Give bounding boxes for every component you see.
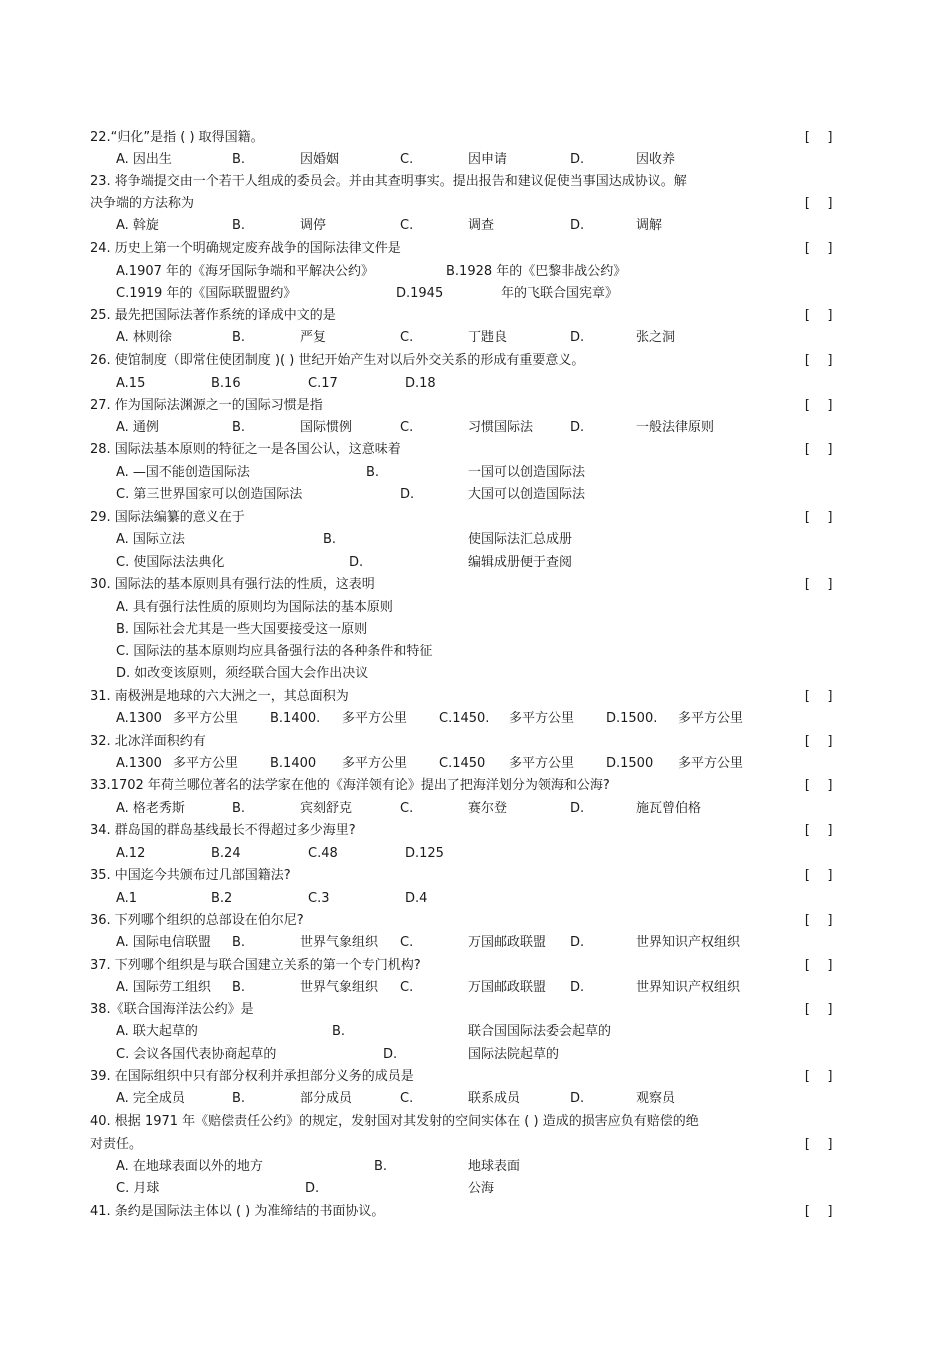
answer-option: 万国邮政联盟 <box>468 980 547 995</box>
answer-option: A.12 <box>116 846 146 861</box>
answer-option: 万国邮政联盟 <box>468 935 547 950</box>
answer-bracket[interactable]: [ ] <box>803 958 835 973</box>
answer-option: A.15 <box>116 376 146 391</box>
answer-bracket[interactable]: [ ] <box>803 241 835 256</box>
answer-option: 多平方公里 <box>342 711 408 726</box>
answer-option: C. <box>400 330 414 345</box>
answer-bracket[interactable]: [ ] <box>803 734 835 749</box>
answer-option: C. 第三世界国家可以创造国际法 <box>116 487 303 502</box>
answer-option: A. 国际劳工组织 <box>116 980 211 995</box>
answer-option: 世界气象组织 <box>300 980 379 995</box>
answer-option: B. <box>232 980 246 995</box>
answer-option: 公海 <box>468 1181 495 1196</box>
question-stem: 41. 条约是国际法主体以 ( ) 为准缔结的书面协议。 <box>90 1204 385 1219</box>
question-stem: 33.1702 年荷兰哪位著名的法学家在他的《海洋领有论》提出了把海洋划分为领海和公海? <box>90 778 610 793</box>
answer-option: 多平方公里 <box>173 711 239 726</box>
question-stem-continued: 对责任。 <box>90 1137 143 1152</box>
question-stem: 38.《联合国海洋法公约》是 <box>90 1002 254 1017</box>
answer-option: A.1300 <box>116 711 162 726</box>
answer-option: A. —国不能创造国际法 <box>116 465 250 480</box>
answer-option: C.48 <box>308 846 338 861</box>
answer-option: 观察员 <box>636 1091 676 1106</box>
question-stem: 26. 使馆制度（即常住使团制度 )( ) 世纪开始产生对以后外交关系的形成有重要意义。 <box>90 353 585 368</box>
answer-option: 因收养 <box>636 152 676 167</box>
answer-option: D.4 <box>405 891 428 906</box>
answer-option: D. <box>349 555 364 570</box>
answer-option: C.3 <box>308 891 330 906</box>
answer-option: A. 国际立法 <box>116 532 185 547</box>
answer-option: C.1450. <box>439 711 490 726</box>
question-stem: 22.“归化”是指 ( ) 取得国籍。 <box>90 130 264 145</box>
answer-option: C. <box>400 1091 414 1106</box>
answer-option: B. <box>232 330 246 345</box>
answer-option: A. 国际电信联盟 <box>116 935 211 950</box>
answer-option: B. <box>232 218 246 233</box>
question-stem: 27. 作为国际法渊源之一的国际习惯是指 <box>90 398 323 413</box>
answer-bracket[interactable]: [ ] <box>803 868 835 883</box>
answer-option: D. <box>570 330 585 345</box>
answer-option: 多平方公里 <box>509 756 575 771</box>
answer-option: 联合国国际法委会起草的 <box>468 1024 612 1039</box>
answer-option: 多平方公里 <box>509 711 575 726</box>
answer-option: A. 斡旋 <box>116 218 159 233</box>
answer-option: C. <box>400 935 414 950</box>
question-stem: 30. 国际法的基本原则具有强行法的性质，这表明 <box>90 577 375 592</box>
answer-bracket[interactable]: [ ] <box>803 1137 835 1152</box>
answer-option: D. <box>570 1091 585 1106</box>
answer-bracket[interactable]: [ ] <box>803 308 835 323</box>
answer-option: B. <box>232 1091 246 1106</box>
answer-option: C.17 <box>308 376 338 391</box>
question-stem: 36. 下列哪个组织的总部设在伯尔尼? <box>90 913 304 928</box>
answer-bracket[interactable]: [ ] <box>803 353 835 368</box>
answer-option: 赛尔登 <box>468 801 508 816</box>
answer-option: B. <box>332 1024 346 1039</box>
answer-option: D.125 <box>405 846 444 861</box>
answer-bracket[interactable]: [ ] <box>803 442 835 457</box>
answer-option: 世界知识产权组织 <box>636 980 741 995</box>
answer-option: 国际惯例 <box>300 420 353 435</box>
answer-option: 宾刻舒克 <box>300 801 353 816</box>
answer-option: D. <box>570 980 585 995</box>
answer-option: 世界气象组织 <box>300 935 379 950</box>
answer-option: C. 使国际法法典化 <box>116 555 225 570</box>
answer-option: B. <box>232 420 246 435</box>
answer-option: C. <box>400 218 414 233</box>
answer-bracket[interactable]: [ ] <box>803 913 835 928</box>
answer-option: D. <box>570 935 585 950</box>
answer-option: C.1450 <box>439 756 486 771</box>
answer-option: A. 通例 <box>116 420 159 435</box>
answer-option: 地球表面 <box>468 1159 521 1174</box>
answer-option: A.1300 <box>116 756 162 771</box>
answer-bracket[interactable]: [ ] <box>803 1204 835 1219</box>
answer-option: 部分成员 <box>300 1091 353 1106</box>
answer-option: 调查 <box>468 218 495 233</box>
question-stem-continued: 决争端的方法称为 <box>90 196 195 211</box>
answer-option: A. 因出生 <box>116 152 172 167</box>
question-stem: 39. 在国际组织中只有部分权利并承担部分义务的成员是 <box>90 1069 414 1084</box>
answer-bracket[interactable]: [ ] <box>803 1002 835 1017</box>
answer-option: 国际法院起草的 <box>468 1047 560 1062</box>
answer-option: D.1500 <box>606 756 654 771</box>
answer-option: B.16 <box>211 376 241 391</box>
answer-option: A. 林则徐 <box>116 330 172 345</box>
answer-option: B. <box>374 1159 388 1174</box>
question-stem: 29. 国际法编纂的意义在于 <box>90 510 245 525</box>
answer-option: 世界知识产权组织 <box>636 935 741 950</box>
answer-option: 因申请 <box>468 152 508 167</box>
question-stem: 25. 最先把国际法著作系统的译成中文的是 <box>90 308 336 323</box>
answer-option: B. <box>366 465 380 480</box>
answer-option: D. <box>570 420 585 435</box>
answer-option: 调解 <box>636 218 663 233</box>
answer-option: A. 格老秀斯 <box>116 801 185 816</box>
question-stem: 23. 将争端提交由一个若干人组成的委员会。并由其查明事实。提出报告和建议促使当事国达成协议。解 <box>90 174 687 189</box>
question-stem: 24. 历史上第一个明确规定废弃战争的国际法律文件是 <box>90 241 401 256</box>
answer-option: B. <box>232 935 246 950</box>
answer-option: A. 在地球表面以外的地方 <box>116 1159 263 1174</box>
answer-option: D.1945 <box>396 286 444 301</box>
answer-option: 多平方公里 <box>173 756 239 771</box>
answer-option: D. <box>570 218 585 233</box>
answer-option: D. <box>570 801 585 816</box>
answer-bracket[interactable]: [ ] <box>803 823 835 838</box>
answer-option: 多平方公里 <box>342 756 408 771</box>
question-stem: 28. 国际法基本原则的特征之一是各国公认，这意味着 <box>90 442 401 457</box>
answer-option: 一般法律原则 <box>636 420 715 435</box>
answer-option: 使国际法汇总成册 <box>468 532 573 547</box>
answer-bracket[interactable]: [ ] <box>803 778 835 793</box>
answer-option: D. <box>383 1047 398 1062</box>
question-stem: 31. 南极洲是地球的六大洲之一，其总面积为 <box>90 689 349 704</box>
answer-option: 张之洞 <box>636 330 676 345</box>
answer-option: C.1919 年的《国际联盟盟约》 <box>116 286 297 301</box>
answer-option: C. <box>400 980 414 995</box>
answer-option: 年的飞联合国宪章》 <box>501 286 619 301</box>
answer-option: 一国可以创造国际法 <box>468 465 586 480</box>
answer-option: D.18 <box>405 376 436 391</box>
answer-option: 施瓦曾伯格 <box>636 801 702 816</box>
answer-bracket[interactable]: [ ] <box>803 196 835 211</box>
answer-option: B. <box>323 532 337 547</box>
answer-option: B. 国际社会尤其是一些大国要接受这一原则 <box>116 622 368 637</box>
question-stem: 37. 下列哪个组织是与联合国建立关系的第一个专门机构? <box>90 958 421 973</box>
answer-option: 编辑成册便于查阅 <box>468 555 573 570</box>
question-stem: 40. 根据 1971 年《赔偿责任公约》的规定，发射国对其发射的空间实体在 ( ) 造成的损害应负有赔偿的绝 <box>90 1114 699 1129</box>
answer-option: D. <box>305 1181 320 1196</box>
answer-option: C. 会议各国代表协商起草的 <box>116 1047 277 1062</box>
answer-option: B. <box>232 801 246 816</box>
answer-option: D.1500. <box>606 711 658 726</box>
answer-option: D. <box>570 152 585 167</box>
answer-option: 习惯国际法 <box>468 420 534 435</box>
answer-option: B.1400 <box>270 756 317 771</box>
answer-bracket[interactable]: [ ] <box>803 689 835 704</box>
answer-option: A.1 <box>116 891 138 906</box>
question-stem: 35. 中国迄今共颁布过几部国籍法? <box>90 868 291 883</box>
question-stem: 32. 北冰洋面积约有 <box>90 734 206 749</box>
answer-option: A. 具有强行法性质的原则均为国际法的基本原则 <box>116 600 393 615</box>
answer-option: B.1928 年的《巴黎非战公约》 <box>446 264 627 279</box>
answer-option: B.24 <box>211 846 241 861</box>
answer-option: C. 月球 <box>116 1181 160 1196</box>
answer-option: 因婚姻 <box>300 152 340 167</box>
answer-option: A.1907 年的《海牙国际争端和平解决公约》 <box>116 264 375 279</box>
question-stem: 34. 群岛国的群岛基线最长不得超过多少海里? <box>90 823 356 838</box>
answer-option: A. 联大起草的 <box>116 1024 198 1039</box>
answer-bracket[interactable]: [ ] <box>803 398 835 413</box>
answer-option: B.2 <box>211 891 233 906</box>
answer-option: A. 完全成员 <box>116 1091 185 1106</box>
answer-option: B.1400. <box>270 711 321 726</box>
answer-option: C. 国际法的基本原则均应具备强行法的各种条件和特征 <box>116 644 433 659</box>
answer-option: 丁韪良 <box>468 330 508 345</box>
answer-option: 调停 <box>300 218 327 233</box>
answer-option: 大国可以创造国际法 <box>468 487 586 502</box>
answer-option: B. <box>232 152 246 167</box>
answer-option: 多平方公里 <box>678 756 744 771</box>
answer-bracket[interactable]: [ ] <box>803 577 835 592</box>
answer-option: C. <box>400 420 414 435</box>
answer-bracket[interactable]: [ ] <box>803 510 835 525</box>
answer-bracket[interactable]: [ ] <box>803 130 835 145</box>
answer-option: C. <box>400 801 414 816</box>
answer-option: D. <box>400 487 415 502</box>
answer-option: C. <box>400 152 414 167</box>
answer-option: D. 如改变该原则，须经联合国大会作出决议 <box>116 666 369 681</box>
answer-option: 严复 <box>300 330 327 345</box>
answer-option: 联系成员 <box>468 1091 521 1106</box>
answer-option: 多平方公里 <box>678 711 744 726</box>
answer-bracket[interactable]: [ ] <box>803 1069 835 1084</box>
